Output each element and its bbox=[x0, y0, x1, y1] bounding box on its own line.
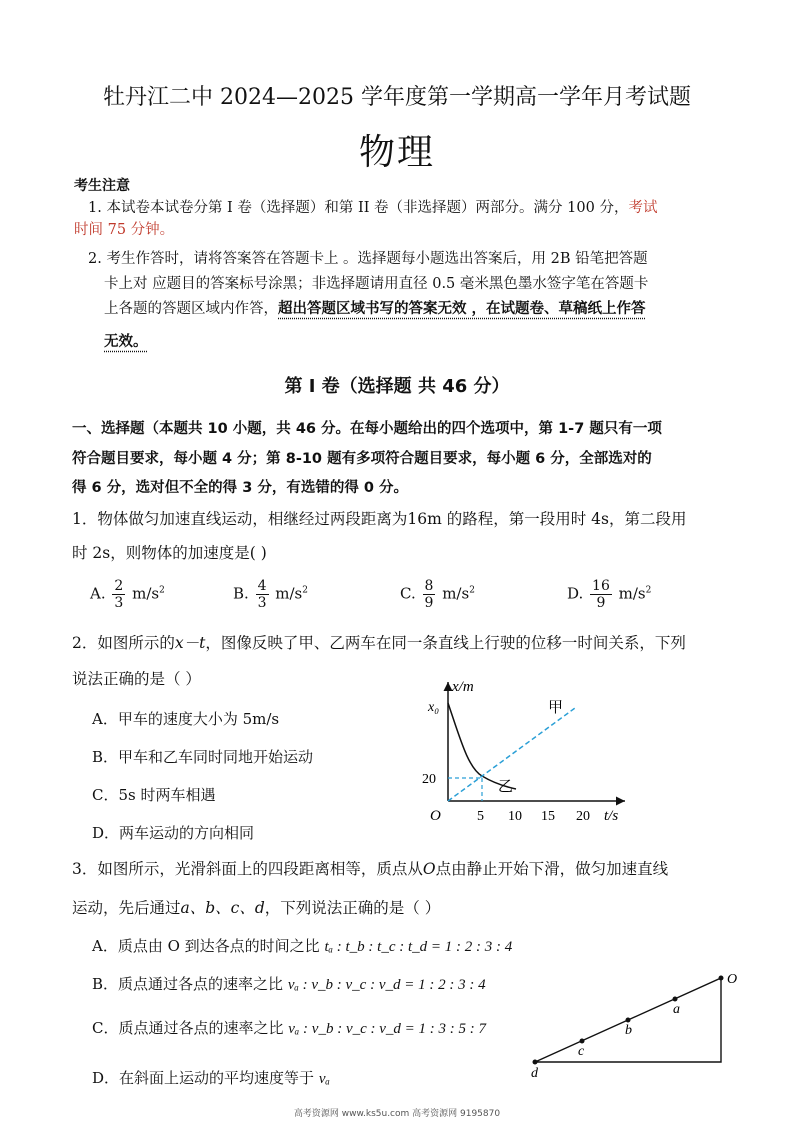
notice-item-1: 1. 本试卷本试卷分第 I 卷（选择题）和第 II 卷（非选择题）两部分。满分 100 分，考试 bbox=[88, 200, 658, 216]
footer-watermark: 高考资源网 www.ks5u.com 高考资源网 9195870 bbox=[293, 1109, 501, 1119]
x-tick-10: 10 bbox=[508, 809, 522, 824]
notice-item-2-line3: 上各题的答题区域内作答，超出答题区域书写的答案无效 ，在试题卷、草稿纸上作答 bbox=[104, 301, 646, 317]
incline-diagram bbox=[525, 965, 750, 1080]
section-intro-2: 符合题目要求，每小题 4 分；第 8-10 题有多项符合题目要求，每小题 6 分，全部选对的 bbox=[72, 451, 652, 467]
section-intro-1: 一、选择题（本题共 10 小题，共 46 分。在每小题给出的四个选项中，第 1-7 题只有一项 bbox=[72, 421, 662, 437]
q1-option-d: D. $\frac{16}{9}$ $m/s^2$ bbox=[567, 578, 652, 611]
x-tick-5: 5 bbox=[477, 809, 484, 824]
q2-stem-line2: 说法正确的是（ ） bbox=[72, 670, 201, 688]
q1-option-a: A. $\frac{2}{3}$ $m/s^2$ bbox=[90, 578, 165, 611]
q3-option-b: B．质点通过各点的速率之比 vₐ : v_b : v_c : v_d = 1 : 2 : 3 : 4 bbox=[92, 975, 486, 993]
subject-title: 物理 bbox=[358, 132, 435, 173]
q2-option-c: C．5s 时两车相遇 bbox=[92, 786, 216, 804]
notice-heading: 考生注意 bbox=[74, 178, 130, 194]
point-c bbox=[580, 1039, 585, 1044]
q2-option-a: A．甲车的速度大小为 5m/s bbox=[92, 710, 280, 728]
q3-option-c: C．质点通过各点的速率之比 vₐ : v_b : v_c : v_d = 1 : 3 : 5 : 7 bbox=[92, 1019, 487, 1037]
q1-option-b: B. $\frac{4}{3}$ $m/s^2$ bbox=[233, 578, 308, 611]
q3-stem-line2: 运动，先后通过a、b、c、d，下列说法正确的是（ ） bbox=[72, 899, 441, 917]
label-c: c bbox=[578, 1044, 585, 1059]
label-yi: 乙 bbox=[498, 777, 514, 795]
y-axis-label: x/m bbox=[452, 679, 474, 695]
label-d: d bbox=[531, 1066, 538, 1080]
exam-title: 牡丹江二中 2024—2025 学年度第一学期高一学年月考试题 bbox=[103, 85, 691, 110]
q1-stem-line2: 时 2s，则物体的加速度是( ) bbox=[72, 544, 267, 562]
q1-option-c: C. $\frac{8}{9}$ $m/s^2$ bbox=[400, 578, 475, 611]
q3-stem-line1: 3．如图所示，光滑斜面上的四段距离相等，质点从O点由静止开始下滑，做匀加速直线 bbox=[72, 860, 669, 878]
notice-warning: 超出答题区域书写的答案无效 ，在试题卷、草稿纸上作答 bbox=[278, 301, 646, 317]
label-o: O bbox=[727, 972, 738, 987]
notice-item-2-line2: 卡上对 应题目的答案标号涂黑；非选择题请用直径 0.5 毫米黑色墨水签字笔在答题卡 bbox=[104, 276, 649, 292]
y-tick-20: 20 bbox=[422, 772, 436, 787]
point-b bbox=[626, 1018, 631, 1023]
notice-warning-cont: 无效。 bbox=[104, 334, 148, 350]
q2-option-d: D．两车运动的方向相同 bbox=[92, 824, 255, 842]
label-jia: 甲 bbox=[548, 698, 564, 716]
point-a bbox=[673, 997, 678, 1002]
label-a: a bbox=[673, 1002, 680, 1017]
section-intro-3: 得 6 分，选对但不全的得 3 分，有选错的得 0 分。 bbox=[72, 480, 409, 496]
q1-stem-line1: 1．物体做匀加速直线运动，相继经过两段距离为16m 的路程，第一段用时 4s，第二段用 bbox=[72, 510, 687, 528]
xt-graph bbox=[420, 668, 640, 828]
section-title: 第 I 卷（选择题 共 46 分） bbox=[284, 376, 510, 397]
q3-option-d: D．在斜面上运动的平均速度等于 vₐ bbox=[92, 1069, 330, 1087]
q2-option-b: B．甲车和乙车同时同地开始运动 bbox=[92, 748, 314, 766]
label-b: b bbox=[625, 1023, 632, 1038]
point-d bbox=[533, 1060, 538, 1065]
notice-exam-time-cont: 时间 75 分钟。 bbox=[74, 222, 175, 238]
origin-label: O bbox=[430, 808, 441, 824]
notice-item-2-line1: 2. 考生作答时，请将答案答在答题卡上 。选择题每小题选出答案后，用 2B 铅笔把答题 bbox=[88, 251, 648, 267]
x-axis-label: t/s bbox=[604, 808, 619, 824]
x0-label: x₀ bbox=[428, 700, 440, 715]
q2-stem-line1: 2．如图所示的x－t，图像反映了甲、乙两车在同一条直线上行驶的位移一时间关系，下列 bbox=[72, 634, 686, 652]
notice-exam-time: 考试 bbox=[628, 200, 658, 216]
x-tick-15: 15 bbox=[541, 809, 555, 824]
q3-option-a: A．质点由 O 到达各点的时间之比 tₐ : t_b : t_c : t_d = 1 : 2 : 3 : 4 bbox=[92, 937, 513, 955]
x-tick-20: 20 bbox=[576, 809, 590, 824]
point-o bbox=[719, 976, 724, 981]
